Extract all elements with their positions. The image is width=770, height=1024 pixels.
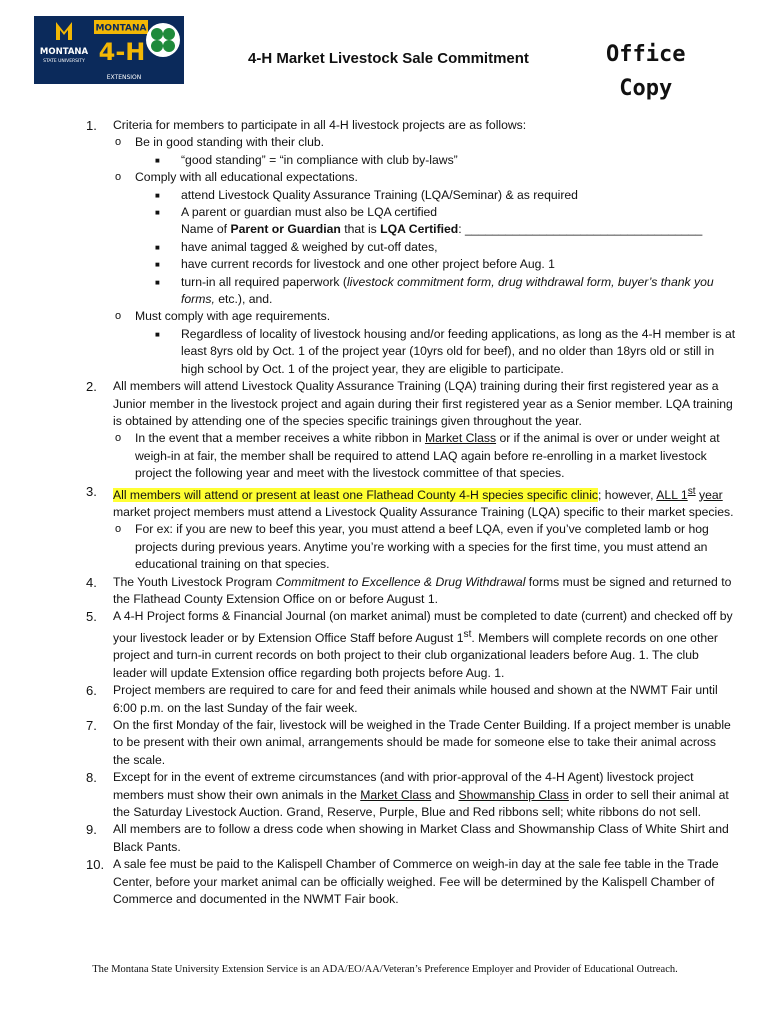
office-word: Office [606,42,686,67]
item-text: Project members are required to care for and feed their animals while housed and shown at the NWMT Fair until 6:00 p.m. on the last Sunday of the fair week. [113,683,718,715]
highlighted-text: All members will attend or present at least one Flathead County 4-H species specific clinic [113,487,599,502]
item-number: 9. [86,822,97,838]
list-item-7 [86,717,736,769]
item-number: 3. [86,483,97,499]
sub-item: o Comply with all educational expectations. [86,169,736,186]
logo-badge-text: MONTANA [95,23,147,34]
guardian-name-line[interactable]: Name of Parent or Guardian that is LQA Certified: ___________________________________ [181,222,703,237]
item-text: A sale fee must be paid to the Kalispell Chamber of Commerce on weigh-in day at the sale fee table in the Trade Center, before your market animal can be officially weighed. Fee will be determined by the Kalispell Chamber of Commerce and documented in the NWMT Fair book. [113,857,719,906]
list-item-1 [86,117,736,134]
item-number: 4. [86,574,97,590]
office-copy-stamp [606,38,685,106]
sub-sub-item: ■ Regardless of locality of livestock housing and/or feeding applications, as long as the 4-H member is at least 8yrs old by Oct. 1 of the project year (10yrs old for beef), and no older than 18yrs old or still in high school by Oct. 1 of the project year, they are eligible to participate. [155,326,736,376]
page-title: 4-H Market Livestock Sale Commitment [248,50,529,67]
msu-extension-4h-logo [34,16,184,84]
sub-sub-item: ■ have current records for livestock and one other project before Aug. 1 [86,256,736,273]
square-bullet-icon: ■ [155,329,160,339]
logo-montana-text: MONTANA [39,47,89,57]
square-bullet-icon: ■ [155,242,160,252]
circle-bullet-icon: o [115,523,122,536]
item-text: On the first Monday of the fair, livestock will be weighed in the Trade Center Building. If a project member is unable to be present with their own animal, arrangements should be made for someone else to take their animal across the scale. [113,717,731,767]
footer-disclaimer: The Montana State University Extension Service is an ADA/EO/AA/Veteran’s Preference Employer and Provider of Educational Outreach. [92,964,678,975]
logo-4h-text: 4-H [98,38,146,66]
commitment-list [86,117,736,908]
square-bullet-icon: ■ [155,208,160,218]
square-bullet-icon: ■ [155,190,160,200]
clover-icon [146,23,180,57]
item-number: 5. [86,609,97,625]
sub-item: o For ex: if you are new to beef this year, you must attend a beef LQA, even if you’ve completed lamb or hog projects during previous years. Anytime you’re working with a species for the first time, you must attend an educational training on that species. [115,522,709,572]
list-item-3: 3. All members will attend or present at least one Flathead County 4-H species specific clinic; however, ALL 1st year market project members must attend a Livestock Quality Assurance Training (LQA) specific to their market species. [86,483,734,519]
logo-extension-text: EXTENSION [106,74,142,81]
item-number: 6. [86,683,97,699]
list-item-9 [86,821,736,856]
item-text: Criteria for members to participate in all 4-H livestock projects are as follows: [113,118,527,132]
sub-sub-item: ■ “good standing” = “in compliance with club by-laws” [86,152,736,169]
sub-sub-item: ■ have animal tagged & weighed by cut-off dates, [86,239,736,256]
list-item-5: 5. A 4-H Project forms & Financial Journal (on market animal) must be completed to date (current) and checked off by your livestock leader or by Extension Office Staff before August 1st. Members will complete records on one other project and turn-in current records on both project to their club organizational leaders before Aug. 1. The club leader will update Extension office regarding both projects before Aug. 1. [86,609,733,680]
item-text: All members are to follow a dress code when showing in Market Class and Showmanship Class of White Shirt and Black Pants. [113,822,729,854]
circle-bullet-icon: o [115,171,122,184]
square-bullet-icon: ■ [155,155,160,165]
item-number: 8. [86,770,97,786]
list-item-8: 8. Except for in the event of extreme circumstances (and with prior-approval of the 4-H Agent) livestock project members must show their own animals in the Market Class and Showmanship Class in order to sell their animal at the Saturday Livestock Auction. Grand, Reserve, Purple, Blue and Red ribbons sell; white ribbons do not sell. [86,770,729,819]
item-number: 1. [86,118,97,133]
sub-item: o In the event that a member receives a white ribbon in Market Class or if the animal is over or under weight at weigh-in at fair, the member shall be required to attend LAQ again before re-enrolling in a market livestock project the following year and meet with the livestock committee of that species. [115,431,720,481]
list-item-6 [86,682,736,717]
copy-word: Copy [619,76,673,101]
circle-bullet-icon: o [115,310,122,323]
item-text: All members will attend Livestock Quality Assurance Training (LQA) training during their first registered year as a Junior member in the livestock project and again during their first registered year as a Senior member. LQA training is obtained by attending one of the species specific trainings given throughout the year. [113,379,733,428]
sub-item: o Must comply with age requirements. [86,308,736,325]
logo-msu-text: STATE UNIVERSITY [43,59,85,64]
item-number: 7. [86,717,97,733]
sub-sub-item: ■ A parent or guardian must also be LQA certified [86,204,736,221]
list-item-10 [86,856,736,908]
square-bullet-icon: ■ [155,277,160,287]
sub-sub-item: ■ attend Livestock Quality Assurance Training (LQA/Seminar) & as required [86,187,736,204]
list-item-2 [86,378,736,430]
item-number: 2. [86,379,97,395]
sub-sub-item: ■ turn-in all required paperwork (livestock commitment form, drug withdrawal form, buyer’s thank you forms, etc.), and. [155,274,714,307]
sub-item: o Be in good standing with their club. [86,134,736,151]
square-bullet-icon: ■ [155,260,160,270]
list-item-4: 4. The Youth Livestock Program Commitment to Excellence & Drug Withdrawal forms must be signed and returned to the Flathead County Extension Office on or before August 1. [86,574,732,607]
item-number: 10. [86,857,105,873]
circle-bullet-icon: o [115,432,122,445]
circle-bullet-icon: o [115,136,122,149]
